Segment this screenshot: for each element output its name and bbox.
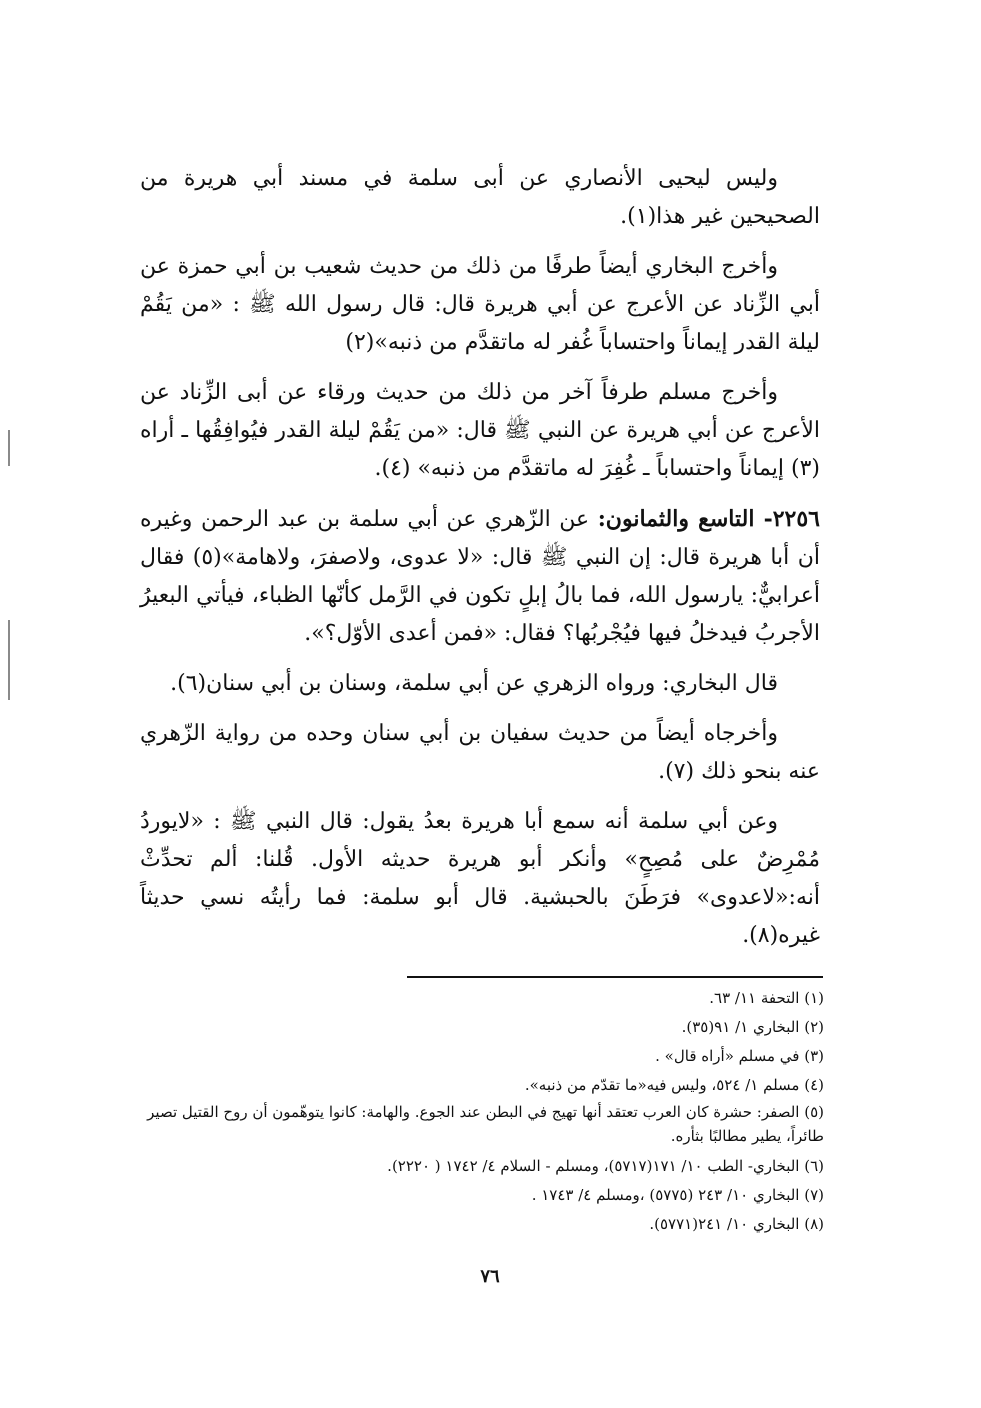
paragraph: وأخرجاه أيضاً من حديث سفيان بن أبي سنان وحده من رواية الزّهري عنه بنحو ذلك (٧).	[140, 721, 820, 784]
scan-edge-mark	[8, 430, 10, 466]
footnote: (٧) البخاري ١٠/ ٢٤٣ (٥٧٧٥) ،ومسلم ٤/ ١٧٤٣ .	[531, 1186, 824, 1204]
hadith-number-title: ٢٢٥٦- التاسع والثمانون:	[597, 506, 820, 532]
paragraph: وليس ليحيى الأنصاري عن أبى سلمة في مسند أبي هريرة من الصحيحين غير هذا(١).	[140, 166, 820, 229]
paragraph: وعن أبي سلمة أنه سمع أبا هريرة بعدُ يقول: قال النبي ﷺ : «لايوردُ مُمْرِضٌ على مُصِحٍ» وأنكر أبو هريرة حديثه الأول. قُلنا: ألم تحدِّثْ أنه:«لاعدوى» فرَطَنَ بالحبشية. قال أبو سلمة: فما رأيتُه نسي حديثاً غيره(٨).	[140, 809, 820, 948]
footnotes	[140, 984, 824, 1239]
page-number: ٧٦	[480, 1266, 500, 1287]
footnote: (٨) البخاري ١٠/ ٢٤١(٥٧٧١).	[649, 1215, 824, 1233]
footnote: (٢) البخاري ١/ ٩١(٣٥).	[681, 1018, 824, 1036]
footnote: (١) التحفة ١١/ ٦٣.	[709, 989, 824, 1007]
footnote: (٣) في مسلم «أراه قال» .	[655, 1047, 824, 1065]
hadith-text: عن الزّهري عن أبي سلمة بن عبد الرحمن وغيره أن أبا هريرة قال: إن النبي ﷺ قال: «لا عدوى، ولاصفرَ، ولاهامة»(٥) فقال أعرابيٌّ: يارسول الله، فما بالُ إبلٍ تكون في الرَّمل كأنّها الظباء، فيأتي البعيرُ الأجربُ فيدخلُ فيها فيُجْربُها؟ فقال: «فمن أعدى الأوّل؟».	[140, 507, 820, 646]
scan-edge-mark	[8, 620, 10, 700]
paragraph: وأخرج مسلم طرفاً آخر من ذلك من حديث ورقاء عن أبى الزِّناد عن الأعرج عن أبي هريرة عن النبي ﷺ قال: «من يَقُمْ ليلة القدر فيُوافِقُها ـ أراه (٣) إيماناً واحتساباً ـ غُفِرَ له ماتقدَّم من ذنبه» (٤).	[140, 380, 820, 481]
main-text	[140, 160, 820, 967]
footnote-separator	[407, 976, 823, 978]
footnote: (٥) الصفر: حشرة كان العرب تعتقد أنها تهيج في البطن عند الجوع. والهامة: كانوا يتوهّمون أن روح القتيل تصير طائراً، يطير مطالبًا بثأره.	[147, 1103, 824, 1145]
paragraph: قال البخاري: ورواه الزهري عن أبي سلمة، وسنان بن أبي سنان(٦).	[170, 671, 778, 696]
hadith-paragraph	[140, 500, 820, 653]
footnote: (٤) مسلم ١/ ٥٢٤، وليس فيه«ما تقدّم من ذنبه».	[524, 1076, 824, 1094]
paragraph: وأخرج البخاري أيضاً طرفًا من ذلك من حديث شعيب بن أبي حمزة عن أبي الزِّناد عن الأعرج عن أبي هريرة قال: قال رسول الله ﷺ : «من يَقُمْ ليلة القدر إيماناً واحتساباً غُفر له ماتقدَّم من ذنبه»(٢)	[140, 254, 820, 355]
footnote: (٦) البخاري- الطب ١٠/ ١٧١(٥٧١٧)، ومسلم - السلام ٤/ ١٧٤٢ ( ٢٢٢٠).	[387, 1157, 824, 1175]
